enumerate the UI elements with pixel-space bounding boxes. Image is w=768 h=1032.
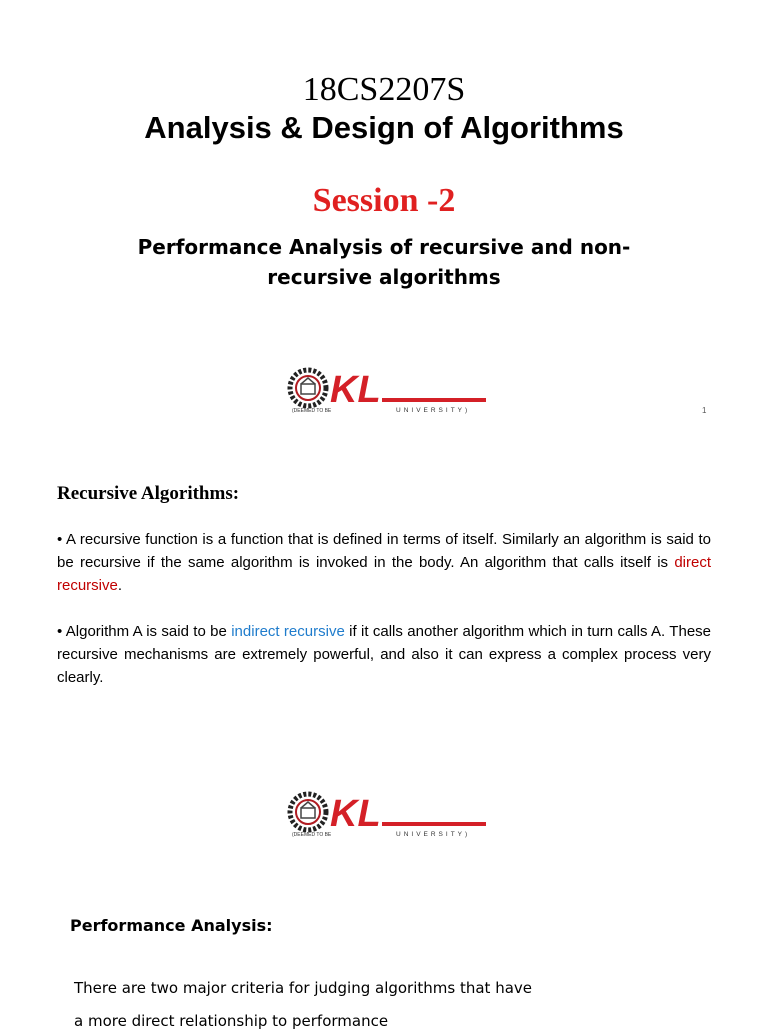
paragraph-text: • Algorithm A is said to be bbox=[57, 623, 232, 640]
section-heading: Recursive Algorithms: bbox=[57, 483, 240, 504]
indirect-recursive-term: indirect recursive bbox=[231, 623, 345, 640]
criteria-text-line-1: There are two major criteria for judging algorithms that have bbox=[74, 979, 533, 997]
performance-analysis-slide bbox=[0, 864, 768, 1030]
title-slide bbox=[0, 0, 768, 432]
logo-letters: KL bbox=[330, 369, 381, 411]
logo-letters: KL bbox=[330, 793, 381, 835]
emblem-icon bbox=[290, 370, 326, 406]
paragraph-direct-recursion bbox=[57, 528, 711, 597]
direct-recursive-term: direct recursive bbox=[57, 554, 711, 594]
kl-university-logo bbox=[286, 790, 486, 838]
slide-subtitle: Performance Analysis of recursive and non-recursive algorithms bbox=[137, 235, 631, 289]
kl-university-logo bbox=[286, 366, 486, 414]
page-number: 1 bbox=[702, 406, 707, 415]
paragraph-text: if it calls another algorithm which in turn calls A. These recursive mechanisms are extremely powerful, and also it can express a complex process very clearly. bbox=[57, 623, 711, 686]
logo-tagline-left: (DEEMED TO BE bbox=[292, 832, 332, 838]
paragraph-text: • A recursive function is a function that is defined in terms of itself. Similarly an algorithm is said to be recursive if the same algorithm is invoked in the body. An algorithm that calls itself is bbox=[57, 531, 711, 571]
section-heading: Performance Analysis: bbox=[70, 916, 273, 935]
logo-tagline-right: UNIVERSITY) bbox=[396, 407, 471, 414]
emblem-icon bbox=[290, 794, 326, 830]
course-title: Analysis & Design of Algorithms bbox=[144, 110, 624, 145]
criteria-text-line-2: a more direct relationship to performance bbox=[74, 1012, 389, 1030]
course-code: 18CS2207S bbox=[302, 71, 466, 108]
recursive-algorithms-slide bbox=[0, 432, 768, 864]
logo-tagline-left: (DEEMED TO BE bbox=[292, 408, 332, 414]
session-label: Session -2 bbox=[312, 182, 456, 219]
logo-tagline-right: UNIVERSITY) bbox=[396, 831, 471, 838]
paragraph-indirect-recursion bbox=[57, 620, 711, 689]
paragraph-text: . bbox=[117, 577, 123, 594]
